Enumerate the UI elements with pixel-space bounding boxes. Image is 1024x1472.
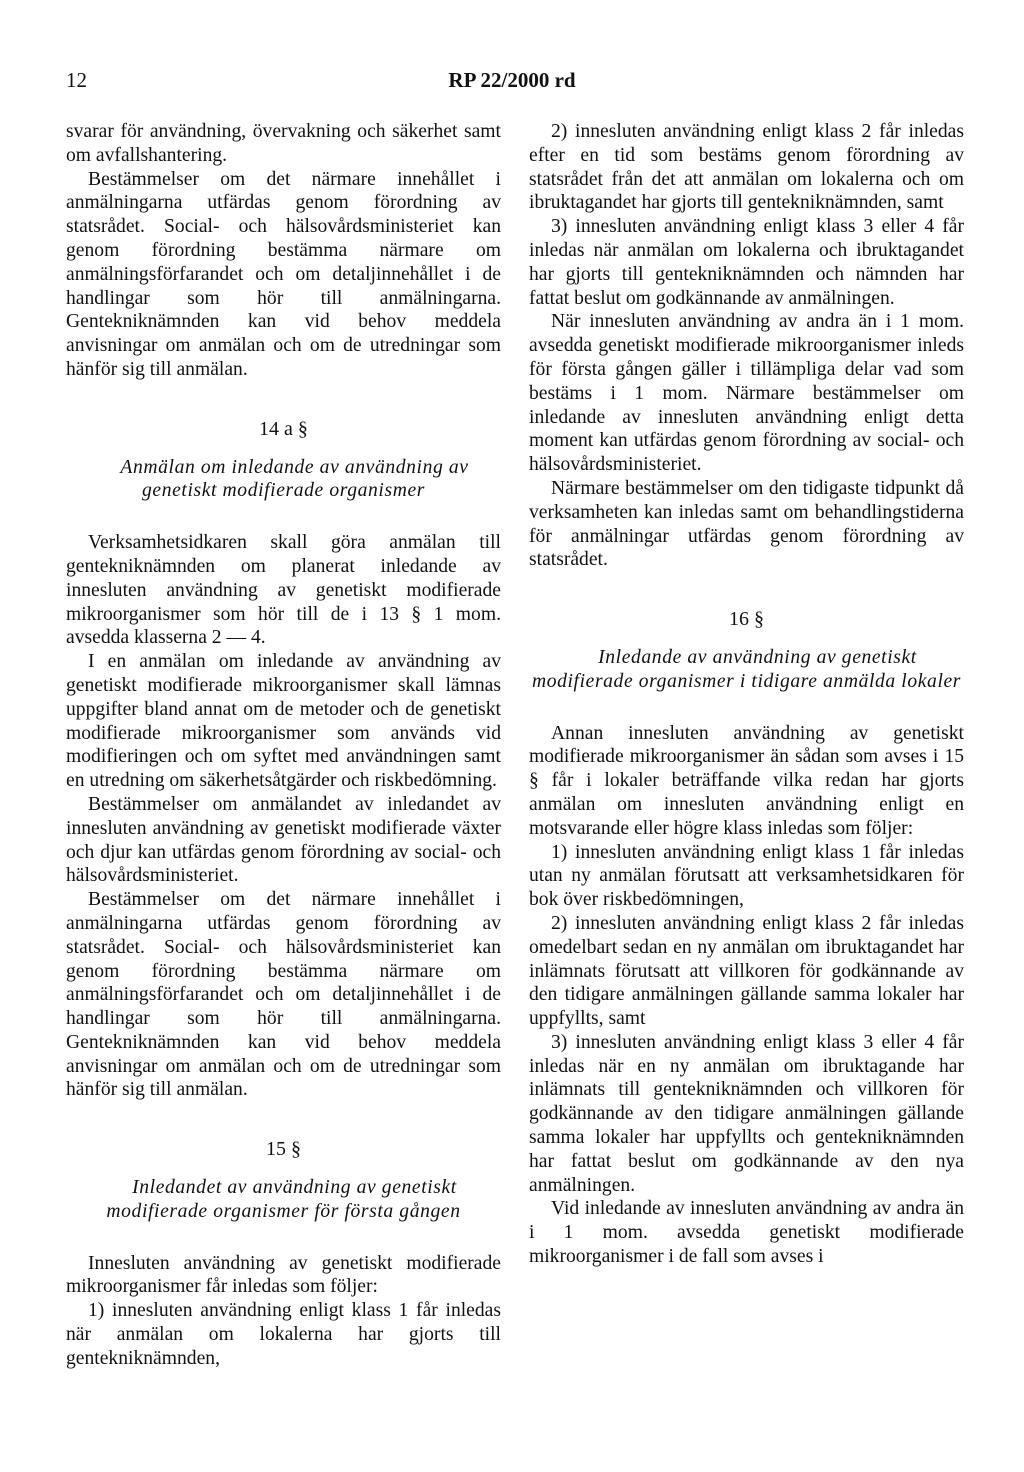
paragraph: svarar för användning, övervakning och säkerhet samt om avfallshantering.: [66, 121, 501, 166]
paragraph: Annan innesluten användning av genetiskt modifierade mikroorganismer än sådan som avses i 15 § får i lokaler beträffande vilka redan har gjorts anmälan om innesluten användning enligt en motsvarande eller högre klass inledas som följer:: [529, 722, 964, 839]
paragraph: Vid inledande av innesluten användning av andra än i 1 mom. avsedda genetiskt modifierade mikroorganismer i de fall som avses i: [529, 1198, 964, 1268]
paragraph: Bestämmelser om anmälandet av inledandet av innesluten användning av genetiskt modifierade växter och djur kan utfärdas genom förordning av social- och hälsovårdsministeriet.: [66, 793, 501, 887]
paragraph: 2) innesluten användning enligt klass 2 får inledas efter en tid som bestäms genom förordning av statsrådet från det att anmälan om lokalerna och om ibruktagandet har gjorts till gentekniknämnden, samt: [529, 121, 964, 214]
section-number-16: 16 §: [729, 608, 764, 631]
section-heading-15: Inledandet av användning av genetiskt modifierade organismer för första gången: [106, 1177, 461, 1222]
left-column: [66, 120, 501, 1371]
paragraph: När innesluten användning av andra än i 1 mom. avsedda genetiskt modifierade mikroorganismer inleds för första gången gäller i tillämpliga delar vad som bestäms i 1 mom. Närmare bestämmelser om inledande av innesluten användning enligt detta moment kan utfärdas genom förordning av social- och hälsovårdsministeriet.: [529, 311, 964, 476]
right-column: [529, 120, 964, 1269]
paragraph: 2) innesluten användning enligt klass 2 får inledas omedelbart sedan en ny anmälan om ibruktagandet har inlämnats förutsatt att villkoren för godkännande av den tidigare anmälningen gällande samma lokaler har uppfyllts, samt: [529, 912, 964, 1030]
page-number: 12: [66, 68, 87, 92]
section-heading-14a: Anmälan om inledande av användning av genetiskt modifierade organismer: [120, 456, 469, 502]
paragraph: Verksamhetsidkaren skall göra anmälan till gentekniknämnden om planerat inledande av innesluten användning av genetiskt modifierade mikroorganismer som hör till de i 13 § 1 mom. avsedda klasserna 2 — 4.: [66, 532, 501, 649]
paragraph: Bestämmelser om det närmare innehållet i anmälningarna utfärdas genom förordning av statsrådet. Social- och hälsovårdsministeriet kan genom förordning bestämma närmare om anmälningsförfarandet och om detaljinnehållet i de handlingar som hör till anmälningarna. Gentekniknämnden kan vid behov meddela anvisningar om anmälan och om de utredningar som hänför sig till anmälan.: [66, 168, 501, 380]
paragraph: 3) innesluten användning enligt klass 3 eller 4 får inledas när en ny anmälan om ibruktagande har inlämnats till gentekniknämnden och villkoren för godkännande av den tidigare anmälningen gällande samma lokaler har uppfyllts och gentekniknämnden har fattat beslut om godkännande av den nya anmälningen.: [529, 1031, 964, 1196]
section-heading-16: Inledande av användning av genetiskt modifierade organismer i tidigare anmälda lokaler: [531, 646, 962, 692]
paragraph: 1) innesluten användning enligt klass 1 får inledas när anmälan om lokalerna har gjorts till gentekniknämnden,: [66, 1300, 501, 1369]
section-number-14a: 14 a §: [259, 417, 308, 440]
document-title: RP 22/2000 rd: [448, 68, 576, 92]
paragraph: 1) innesluten användning enligt klass 1 får inledas utan ny anmälan förutsatt att verksamhetsidkaren för bok över riskbedömningen,: [529, 841, 964, 911]
paragraph: Närmare bestämmelser om den tidigaste tidpunkt då verksamheten kan inledas samt om behandlingstiderna för anmälningar utfärdas genom förordning av statsrådet.: [529, 477, 964, 571]
paragraph: I en anmälan om inledande av användning av genetiskt modifierade mikroorganismer skall lämnas uppgifter bland annat om de metoder och de genetiskt modifierade mikroorganismer som används vid modifieringen och om syftet med användningen samt en utredning om säkerhetsåtgärder och riskbedömning.: [66, 651, 501, 792]
paragraph: Innesluten användning av genetiskt modifierade mikroorganismer får inledas som följer:: [66, 1252, 501, 1298]
paragraph: Bestämmelser om det närmare innehållet i anmälningarna utfärdas genom förordning av statsrådet. Social- och hälsovårdsministeriet kan genom förordning bestämma närmare om anmälningsförfarandet och om detaljinnehållet i de handlingar som hör till anmälningarna. Gentekniknämnden kan vid behov meddela anvisningar om anmälan och om de utredningar som hänför sig till anmälan.: [66, 889, 501, 1101]
paragraph: 3) innesluten användning enligt klass 3 eller 4 får inledas när anmälan om lokalerna och ibruktagandet har gjorts till gentekniknämnden och nämnden har fattat beslut om godkännande av anmälningen.: [529, 216, 964, 309]
section-number-15: 15 §: [266, 1138, 301, 1161]
